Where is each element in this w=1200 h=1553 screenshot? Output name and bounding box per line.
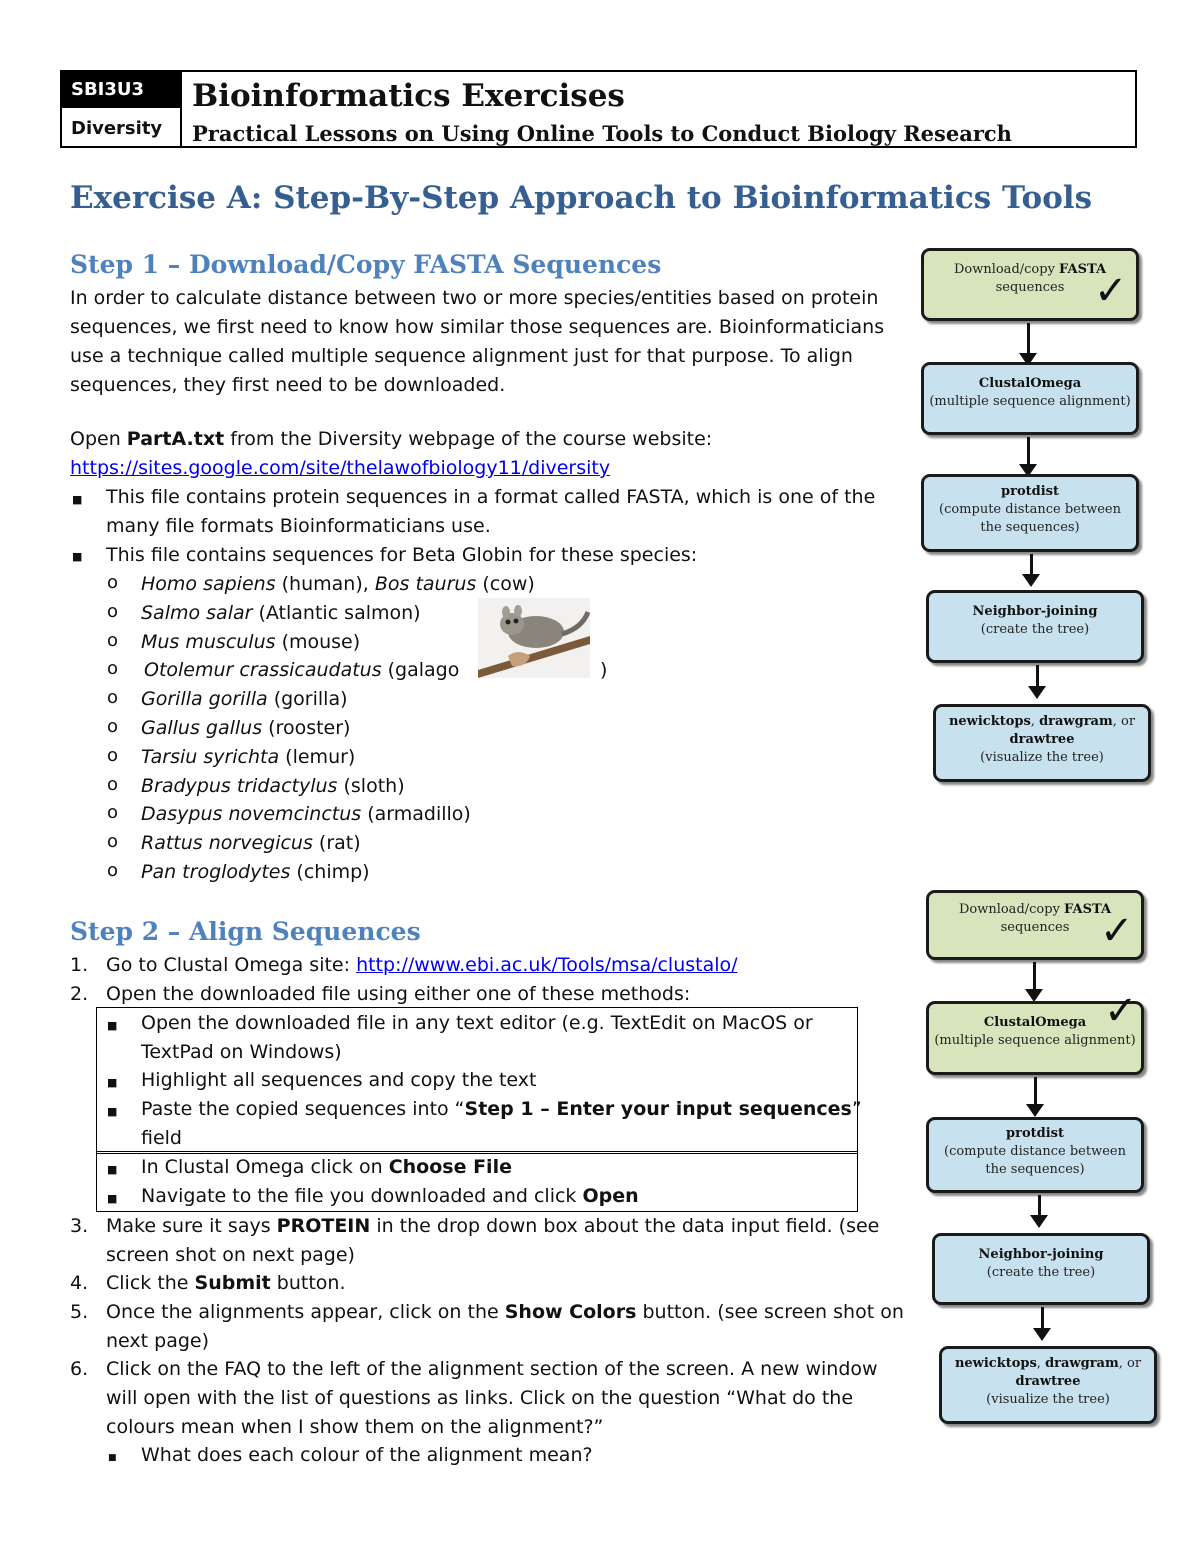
step2-item-number: 1. [70, 954, 89, 976]
species-item [141, 628, 360, 657]
flow-text-bold: FASTA [1064, 902, 1112, 917]
item-line: Click on the FAQ to the left of the alignment section of the screen. A new window [106, 1358, 878, 1380]
button-name: Submit [194, 1272, 271, 1294]
checkmark-icon: ✓ [1094, 268, 1128, 314]
flow-text: (create the tree) [980, 622, 1090, 637]
flow-box-visualize [939, 1346, 1157, 1424]
bullet-item [106, 541, 697, 570]
course-url-line [70, 454, 610, 483]
species-item [141, 829, 361, 858]
flow-text: the sequences) [985, 1162, 1085, 1177]
item-text: button. [270, 1272, 346, 1294]
circle-bullet: o [107, 716, 119, 737]
flow-text-bold: FASTA [1059, 262, 1107, 277]
open-suffix: from the Diversity webpage of the course website: [224, 428, 713, 450]
clustal-omega-link[interactable]: http://www.ebi.ac.uk/Tools/msa/clustalo/ [356, 954, 738, 976]
flow-text-bold: protdist [1006, 1126, 1064, 1141]
item-line: will open with the list of questions as links. Click on the question “What do the [106, 1387, 854, 1409]
scientific-name: Rattus norvegicus [141, 832, 313, 854]
bullet-line: This file contains protein sequences in a format called FASTA, which is one of the [106, 486, 876, 508]
species-item [141, 570, 535, 599]
scientific-name: Bos taurus [374, 573, 477, 595]
species-item [141, 599, 421, 628]
item-text: Go to Clustal Omega site: [106, 954, 357, 976]
step2-item-number: 4. [70, 1272, 89, 1294]
step2-item-number: 2. [70, 983, 89, 1005]
species-item [141, 800, 471, 829]
down-arrow-icon [1027, 437, 1030, 467]
common-name: (human), [275, 573, 375, 595]
flow-text: (compute distance between [944, 1144, 1126, 1159]
button-name: Open [582, 1185, 639, 1207]
step2-item-6 [106, 1355, 878, 1442]
flow-box-protdist [921, 474, 1139, 552]
common-name: (sloth) [337, 775, 405, 797]
species-item [144, 656, 459, 685]
flow-text-bold: newicktops [948, 714, 1031, 729]
common-name: (galago [381, 659, 460, 681]
down-arrow-icon [1027, 323, 1030, 356]
circle-bullet: o [107, 745, 119, 766]
square-bullet: ■ [108, 1453, 117, 1463]
method-text: In Clustal Omega click on [141, 1156, 389, 1178]
method-line: Open the downloaded file in any text editor (e.g. TextEdit on MacOS or [141, 1012, 813, 1034]
circle-bullet: o [107, 601, 119, 622]
document-subtitle: Practical Lessons on Using Online Tools to Conduct Biology Research [192, 121, 1012, 146]
file-name: PartA.txt [126, 428, 225, 450]
step2-item-number: 3. [70, 1215, 89, 1237]
closing-paren: ) [600, 659, 608, 681]
scientific-name: Bradypus tridactylus [141, 775, 338, 797]
step1-paragraph [70, 284, 884, 400]
flow-text: (multiple sequence alignment) [929, 394, 1131, 409]
species-item [141, 772, 405, 801]
flow-text-bold: newicktops [954, 1356, 1037, 1371]
step2-item-3 [106, 1212, 879, 1270]
common-name: (lemur) [279, 746, 356, 768]
method-line: TextPad on Windows) [141, 1041, 342, 1063]
exercise-title: Exercise A: Step-By-Step Approach to Bioinformatics Tools [70, 180, 1093, 216]
flow-text-bold: Neighbor-joining [978, 1247, 1104, 1262]
flow-box-neighbor-joining [932, 1233, 1150, 1305]
down-arrow-icon [1036, 665, 1039, 689]
scientific-name: Salmo salar [141, 602, 253, 624]
bullet-line: This file contains sequences for Beta Globin for these species: [106, 544, 698, 566]
step2-heading: Step 2 – Align Sequences [70, 917, 421, 946]
flow-text-bold: drawtree [1009, 732, 1075, 747]
square-bullet: ■ [107, 1163, 118, 1176]
flow-text-bold: drawgram [1045, 1356, 1119, 1371]
checkmark-icon: ✓ [1104, 988, 1138, 1034]
flow-text: (visualize the tree) [980, 750, 1104, 765]
square-bullet: ■ [107, 1105, 118, 1118]
common-name: (mouse) [275, 631, 361, 653]
flow-text: (create the tree) [986, 1265, 1096, 1280]
document-title: Bioinformatics Exercises [192, 78, 625, 114]
method-item: Highlight all sequences and copy the text [141, 1069, 537, 1091]
flow-text: (visualize the tree) [986, 1392, 1110, 1407]
square-bullet: ■ [107, 1076, 118, 1089]
down-arrow-icon [1034, 1077, 1037, 1107]
scientific-name: Homo sapiens [141, 573, 276, 595]
flow-text-bold: protdist [1001, 484, 1059, 499]
flow-text: Download/copy [953, 262, 1060, 277]
document-header [60, 70, 1137, 148]
flow-text: , [1036, 1356, 1046, 1371]
down-arrow-icon [1030, 554, 1033, 577]
flow-text: Download/copy [958, 902, 1065, 917]
scientific-name: Gallus gallus [141, 717, 263, 739]
item-text: button. (see screen shot on [636, 1301, 904, 1323]
flow-text: , or [1118, 1356, 1142, 1371]
course-code: SBI3U3 [62, 72, 180, 108]
method-text: Paste the copied sequences into “ [141, 1098, 465, 1120]
circle-bullet: o [107, 630, 119, 651]
step1-heading: Step 1 – Download/Copy FASTA Sequences [70, 250, 662, 279]
flow-box-clustalomega [921, 362, 1139, 435]
flow-box-protdist [926, 1117, 1144, 1193]
scientific-name: Otolemur crassicaudatus [144, 659, 382, 681]
scientific-name: Gorilla gorilla [141, 688, 268, 710]
scientific-name: Tarsiu syrichta [141, 746, 280, 768]
flow-text-bold: drawtree [1015, 1374, 1081, 1389]
common-name: (Atlantic salmon) [252, 602, 421, 624]
flow-text-bold: ClustalOmega [978, 376, 1082, 391]
bullet-item [106, 483, 875, 541]
down-arrow-icon [1038, 1195, 1041, 1218]
method-text: ” [851, 1098, 862, 1120]
item-text: Once the alignments appear, click on the [106, 1301, 505, 1323]
down-arrow-icon [1041, 1307, 1044, 1331]
common-name: (rat) [312, 832, 361, 854]
step2-item-4 [106, 1269, 346, 1298]
method-item [141, 1095, 862, 1153]
bullet-line: many file formats Bioinformaticians use. [106, 515, 491, 537]
item-line: colours mean when I show them on the alignment?” [106, 1416, 604, 1438]
option-name: PROTEIN [276, 1215, 371, 1237]
circle-bullet: o [107, 774, 119, 795]
circle-bullet: o [107, 687, 119, 708]
item-text: Make sure it says [106, 1215, 277, 1237]
circle-bullet: o [107, 831, 119, 852]
flow-text-bold: ClustalOmega [983, 1015, 1087, 1030]
paragraph-line: sequences, they first need to be downloaded. [70, 374, 506, 396]
flow-text: sequences [1000, 920, 1070, 935]
course-box [62, 72, 182, 146]
step2-item-6-question: What does each colour of the alignment mean? [141, 1444, 593, 1466]
button-name: Show Colors [504, 1301, 637, 1323]
common-name: (rooster) [262, 717, 351, 739]
scientific-name: Dasypus novemcinctus [141, 803, 362, 825]
flow-text-bold: drawgram [1039, 714, 1113, 729]
method-item [141, 1009, 813, 1067]
flow-text: sequences [995, 280, 1065, 295]
square-bullet: ■ [107, 1019, 118, 1032]
flow-text: the sequences) [980, 520, 1080, 535]
common-name: (armadillo) [361, 803, 471, 825]
down-arrow-icon [1033, 962, 1036, 992]
paragraph-line: use a technique called multiple sequence alignment just for that purpose. To align [70, 345, 853, 367]
circle-bullet: o [107, 860, 119, 881]
step2-item-number: 6. [70, 1358, 89, 1380]
button-name: Choose File [388, 1156, 512, 1178]
square-bullet: ■ [107, 1192, 118, 1205]
flow-box-visualize [933, 704, 1151, 782]
item-text: in the drop down box about the data input field. (see [370, 1215, 880, 1237]
open-file-line [70, 425, 712, 454]
checkmark-icon: ✓ [1100, 908, 1134, 954]
scientific-name: Pan troglodytes [141, 861, 291, 883]
circle-bullet: o [107, 658, 119, 679]
course-website-link[interactable]: https://sites.google.com/site/thelawofbiology11/diversity [70, 457, 611, 479]
common-name: (cow) [476, 573, 535, 595]
item-text: Click the [106, 1272, 195, 1294]
flow-box-neighbor-joining [926, 590, 1144, 663]
item-line: next page) [106, 1330, 209, 1352]
flow-text: , or [1112, 714, 1136, 729]
common-name: (gorilla) [267, 688, 348, 710]
circle-bullet: o [107, 802, 119, 823]
item-line: screen shot on next page) [106, 1244, 355, 1266]
paragraph-line: In order to calculate distance between two or more species/entities based on protein [70, 287, 879, 309]
species-item [141, 743, 355, 772]
step2-item-1 [106, 951, 738, 980]
step2-item-2: Open the downloaded file using either one of these methods: [106, 983, 691, 1005]
common-name: (chimp) [290, 861, 370, 883]
open-prefix: Open [70, 428, 127, 450]
paragraph-line: sequences, we first need to know how similar those sequences are. Bioinformaticians [70, 316, 885, 338]
scientific-name: Mus musculus [141, 631, 276, 653]
species-item [141, 714, 350, 743]
flow-text: (multiple sequence alignment) [934, 1033, 1136, 1048]
flow-text-bold: Neighbor-joining [972, 604, 1098, 619]
step2-item-number: 5. [70, 1301, 89, 1323]
field-name: Step 1 – Enter your input sequences [464, 1098, 852, 1120]
unit-name: Diversity [71, 118, 163, 139]
flow-text: (compute distance between [939, 502, 1121, 517]
galago-photo [478, 598, 590, 678]
method-line: field [141, 1127, 182, 1149]
method-item [141, 1182, 639, 1211]
circle-bullet: o [107, 572, 119, 593]
method-text: Navigate to the file you downloaded and click [141, 1185, 583, 1207]
flow-text: , [1030, 714, 1040, 729]
step2-item-5 [106, 1298, 904, 1356]
species-item [141, 858, 370, 887]
species-item [141, 685, 348, 714]
square-bullet: ■ [72, 493, 83, 506]
square-bullet: ■ [72, 550, 83, 563]
method-item [141, 1153, 512, 1182]
